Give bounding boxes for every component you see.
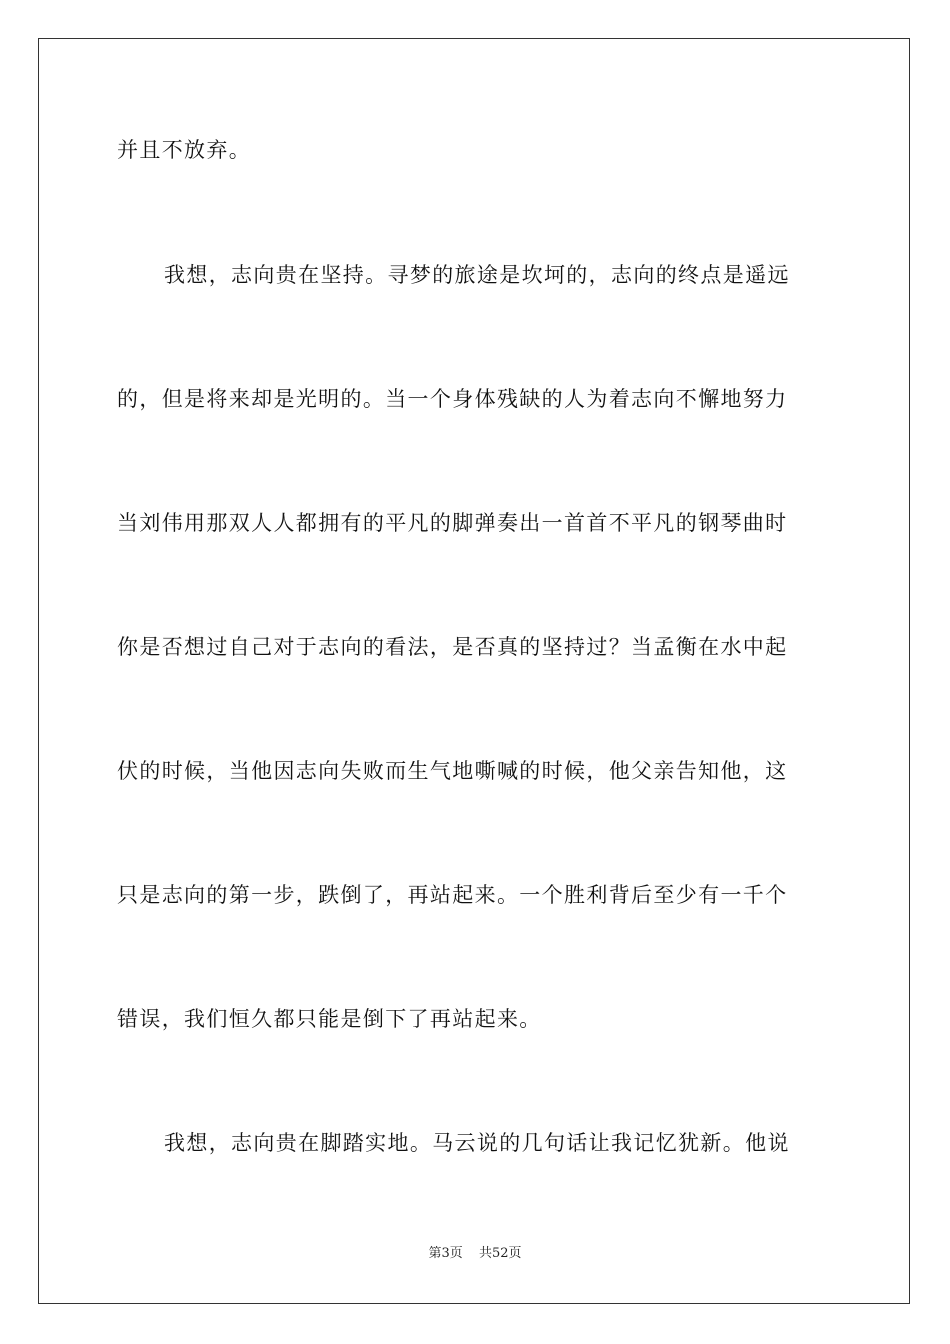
paragraph-line: 你是否想过自己对于志向的看法，是否真的坚持过？当孟衡在水中起 (117, 635, 788, 659)
paragraph-line: 错误，我们恒久都只能是倒下了再站起来。 (117, 1007, 542, 1031)
paragraph-line: 并且不放弃。 (117, 138, 252, 162)
paragraph-line: 伏的时候，当他因志向失败而生气地嘶喊的时候，他父亲告知他，这 (117, 759, 788, 783)
page-border (38, 38, 910, 1304)
page-total: 共52页 (478, 1246, 522, 1261)
page-number: 第3页 (428, 1246, 463, 1261)
paragraph-line: 只是志向的第一步，跌倒了，再站起来。一个胜利背后至少有一千个 (117, 883, 788, 907)
paragraph-line: 的，但是将来却是光明的。当一个身体残缺的人为着志向不懈地努力 (117, 387, 788, 411)
paragraph-line: 当刘伟用那双人人都拥有的平凡的脚弹奏出一首首不平凡的钢琴曲时 (117, 511, 788, 535)
paragraph-line: 我想，志向贵在脚踏实地。马云说的几句话让我记忆犹新。他说 (164, 1131, 790, 1155)
page-footer (0, 1245, 950, 1263)
paragraph-line: 我想，志向贵在坚持。寻梦的旅途是坎坷的，志向的终点是遥远 (164, 263, 790, 287)
